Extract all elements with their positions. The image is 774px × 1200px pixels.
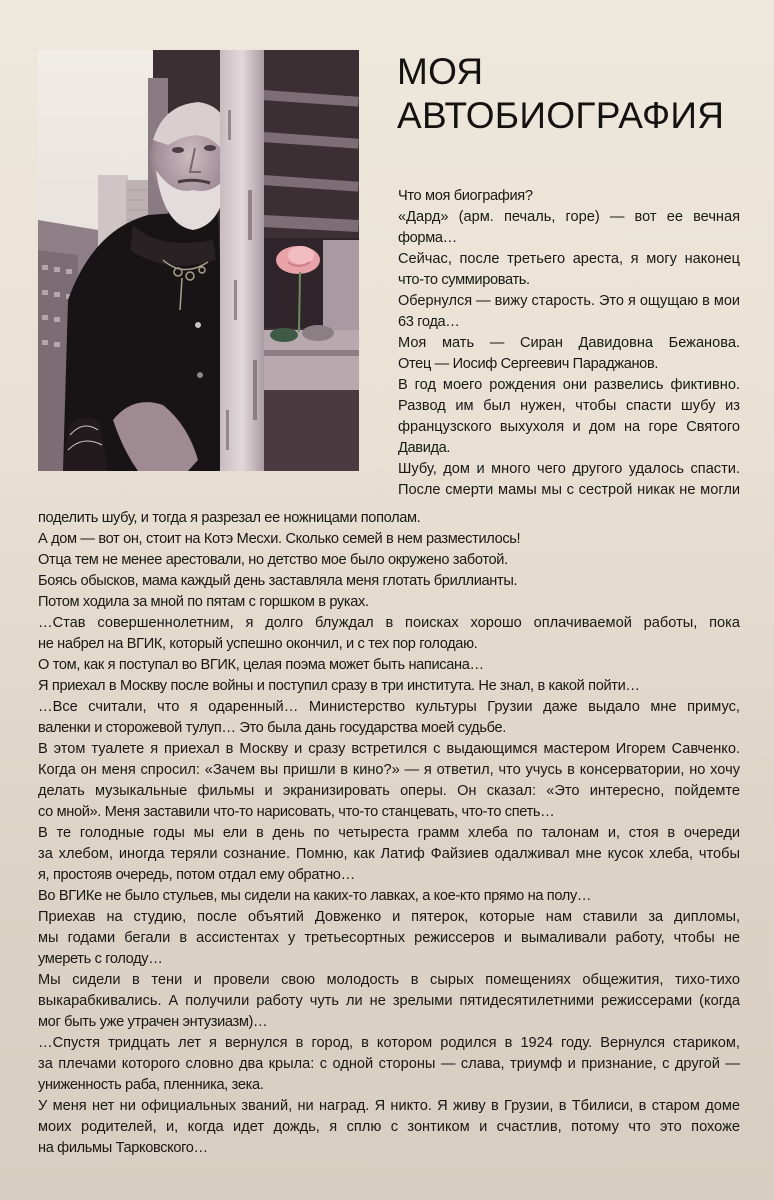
text-line: за плечами которого словно два крыла: с одной стороны — слава, триумф и признание, с другой — bbox=[38, 1056, 740, 1072]
text-line: мог быть уже утрачен энтузиазм)… bbox=[38, 1014, 268, 1030]
text-line: я, простояв очередь, потом отдал ему обратно… bbox=[38, 867, 355, 883]
text-line: У меня нет ни официальных званий, ни наград. Я никто. Я живу в Грузии, в Тбилиси, в старом доме bbox=[38, 1098, 740, 1114]
text-line: умереть с голоду… bbox=[38, 951, 163, 967]
text-line: После смерти мамы мы с сестрой никак не могли bbox=[398, 482, 740, 498]
title-line-2: АВТОБИОГРАФИЯ bbox=[397, 95, 725, 136]
text-line: В этом туалете я приехал в Москву и сразу встретился с выдающимся мастером Игорем Савченко. bbox=[38, 741, 740, 757]
text-line: французского выхухоля и дом на горе Святого bbox=[398, 419, 740, 435]
page-title bbox=[397, 50, 724, 138]
text-line: …Спустя тридцать лет я вернулся в город, в котором родился в 1924 году. Вернулся стариком, bbox=[38, 1035, 740, 1051]
text-line: моих родителей, и, когда идет дождь, я сплю с зонтиком и счастлив, потому что это похоже bbox=[38, 1119, 740, 1135]
text-line: Боясь обысков, мама каждый день заставляла меня глотать бриллианты. bbox=[38, 573, 518, 589]
text-line: В те голодные годы мы ели в день по четыреста грамм хлеба по талонам и, стоя в очереди bbox=[38, 825, 740, 841]
text-line: …Все считали, что я одаренный… Министерство культуры Грузии даже выдало мне примус, bbox=[38, 699, 740, 715]
text-line: за хлебом, иногда теряли сознание. Помню, как Латиф Файзиев одалживал мне кусок хлеба, чтобы bbox=[38, 846, 740, 862]
text-line: Шубу, дом и много чего другого удалось спасти. bbox=[398, 461, 740, 477]
intro-text-column bbox=[398, 186, 740, 501]
text-line: О том, как я поступал во ВГИК, целая поэма может быть написана… bbox=[38, 657, 484, 673]
text-line: Моя мать — Сиран Давидовна Бежанова. bbox=[398, 335, 740, 351]
text-line: Сейчас, после третьего ареста, я могу наконец bbox=[398, 251, 740, 267]
text-line: А дом — вот он, стоит на Котэ Месхи. Сколько семей в нем разместилось! bbox=[38, 531, 521, 547]
text-line: Отец — Иосиф Сергеевич Параджанов. bbox=[398, 356, 659, 372]
text-line: В год моего рождения они развелись фиктивно. bbox=[398, 377, 740, 393]
text-line: Обернулся — вижу старость. Это я ощущаю в мои bbox=[398, 293, 740, 309]
text-line: Во ВГИКе не было стульев, мы сидели на каких-то лавках, а кое-кто прямо на полу… bbox=[38, 888, 592, 904]
text-line: что-то суммировать. bbox=[398, 272, 530, 288]
text-line: Потом ходила за мной по пятам с горшком в руках. bbox=[38, 594, 369, 610]
text-line: на фильмы Тарковского… bbox=[38, 1140, 208, 1156]
text-line: делать музыкальные фильмы и экранизировать оперы. Он сказал: «Это интересно, пойдемте bbox=[38, 783, 740, 799]
portrait-image bbox=[38, 50, 359, 471]
text-line: мы годами бегали в ассистентах у третьесортных режиссеров и вымаливали работу, чтобы не bbox=[38, 930, 740, 946]
text-line: …Став совершеннолетним, я долго блуждал в поисках хорошо оплачиваемой работы, пока bbox=[38, 615, 740, 631]
text-line: форма… bbox=[398, 230, 457, 246]
text-line: Что моя биография? bbox=[398, 188, 533, 204]
text-line: поделить шубу, и тогда я разрезал ее ножницами пополам. bbox=[38, 510, 421, 526]
text-line: выкарабкивались. А получили работу чуть ли не зрелыми пятидесятилетними режиссерами (когда bbox=[38, 993, 740, 1009]
text-line: валенки и сторожевой тулуп… Это была дань государства моей судьбе. bbox=[38, 720, 506, 736]
text-line: униженность раба, пленника, зека. bbox=[38, 1077, 264, 1093]
text-line: Давида. bbox=[398, 440, 451, 456]
portrait-photo bbox=[38, 50, 359, 471]
text-line: «Дард» (арм. печаль, горе) — вот ее вечная bbox=[398, 209, 740, 225]
body-text bbox=[38, 508, 740, 1159]
text-line: не набрел на ВГИК, который успешно окончил, и с тех пор голодаю. bbox=[38, 636, 478, 652]
title-line-1: МОЯ bbox=[397, 51, 484, 92]
text-line: 63 года… bbox=[398, 314, 460, 330]
text-line: Я приехал в Москву после войны и поступил сразу в три института. Не знал, в какой пойти… bbox=[38, 678, 640, 694]
text-line: Отца тем не менее арестовали, но детство мое было окружено заботой. bbox=[38, 552, 508, 568]
text-line: Развод им был нужен, чтобы спасти шубу из bbox=[398, 398, 740, 414]
text-line: со мной». Меня заставили что-то нарисовать, что-то станцевать, что-то спеть… bbox=[38, 804, 555, 820]
text-line: Когда он меня спросил: «Зачем вы пришли в кино?» — я ответил, что учусь в консерватории, но хочу bbox=[38, 762, 740, 778]
text-line: Приехав на студию, после объятий Довженко и пятерок, которые нам ставили за дипломы, bbox=[38, 909, 740, 925]
text-line: Мы сидели в тени и провели свою молодость в сырых помещениях общежития, тихо-тихо bbox=[38, 972, 740, 988]
